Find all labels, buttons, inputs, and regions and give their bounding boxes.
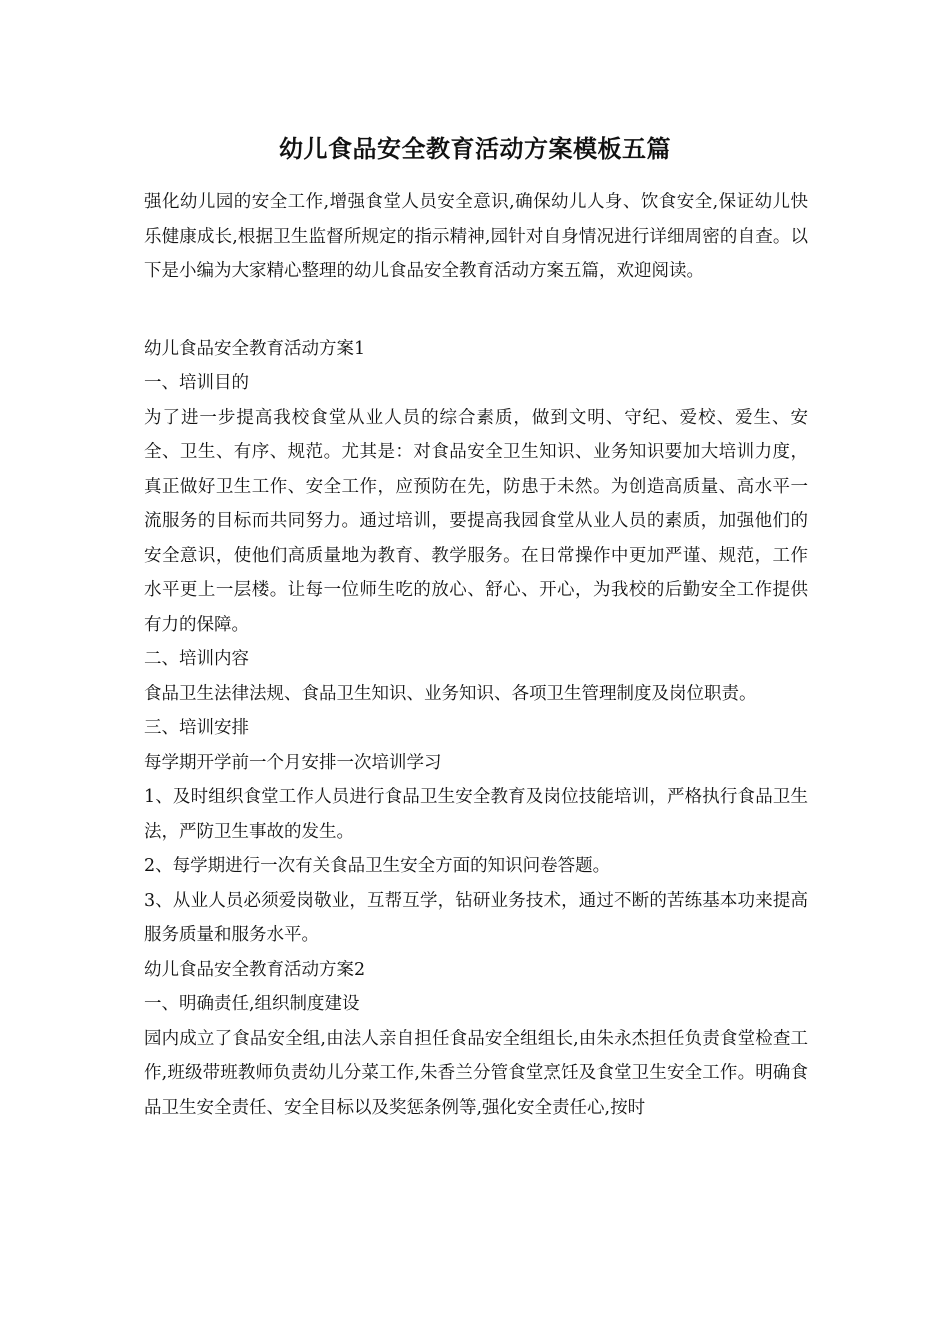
content-section — [144, 332, 808, 1126]
list-item: 3、从业人员必须爱岗敬业，互帮互学，钻研业务技术，通过不断的苦练基本功来提高服务质量和服务水平。 — [144, 890, 808, 945]
list-item: 1、及时组织食堂工作人员进行食品卫生安全教育及岗位技能培训，严格执行食品卫生法，严防卫生事故的发生。 — [144, 787, 808, 842]
section-heading: 一、明确责任,组织制度建设 — [144, 994, 360, 1014]
plan-1-heading: 幼儿食品安全教育活动方案1 — [144, 338, 366, 359]
body-paragraph: 园内成立了食品安全组,由法人亲自担任食品安全组组长,由朱永杰担任负责食堂检查工作,班级带班教师负责幼儿分菜工作,朱香兰分管食堂烹饪及食堂卫生安全工作。明确食品卫生安全责任、安全目标以及奖惩条例等,强化安全责任心,按时 — [144, 1028, 808, 1118]
body-paragraph: 食品卫生法律法规、食品卫生知识、业务知识、各项卫生管理制度及岗位职责。 — [144, 683, 757, 704]
section-heading: 一、培训目的 — [144, 373, 249, 393]
document-title: 幼儿食品安全教育活动方案模板五篇 — [279, 134, 671, 163]
document-body — [144, 185, 808, 1125]
plan-2-heading: 幼儿食品安全教育活动方案2 — [144, 959, 366, 980]
section-heading: 二、培训内容 — [144, 649, 249, 669]
body-paragraph: 为了进一步提高我校食堂从业人员的综合素质，做到文明、守纪、爱校、爱生、安全、卫生、有序、规范。尤其是：对食品安全卫生知识、业务知识要加大培训力度，真正做好卫生工作、安全工作，应预防在先，防患于未然。为创造高质量、高水平一流服务的目标而共同努力。通过培训，要提高我园食堂从业人员的素质，加强他们的安全意识，使他们高质量地为教育、教学服务。在日常操作中更加严谨、规范，工作水平更上一层楼。让每一位师生吃的放心、舒心、开心，为我校的后勤安全工作提供有力的保障。 — [144, 407, 808, 635]
body-paragraph: 每学期开学前一个月安排一次培训学习 — [144, 752, 442, 773]
section-heading: 三、培训安排 — [144, 718, 249, 738]
intro-paragraph: 强化幼儿园的安全工作,增强食堂人员安全意识,确保幼儿人身、饮食安全,保证幼儿快乐健康成长,根据卫生监督所规定的指示精神,园针对自身情况进行详细周密的自查。以下是小编为大家精心整理的幼儿食品安全教育活动方案五篇，欢迎阅读。 — [144, 192, 808, 281]
intro-section — [144, 185, 808, 289]
list-item: 2、每学期进行一次有关食品卫生安全方面的知识问卷答题。 — [144, 856, 611, 876]
